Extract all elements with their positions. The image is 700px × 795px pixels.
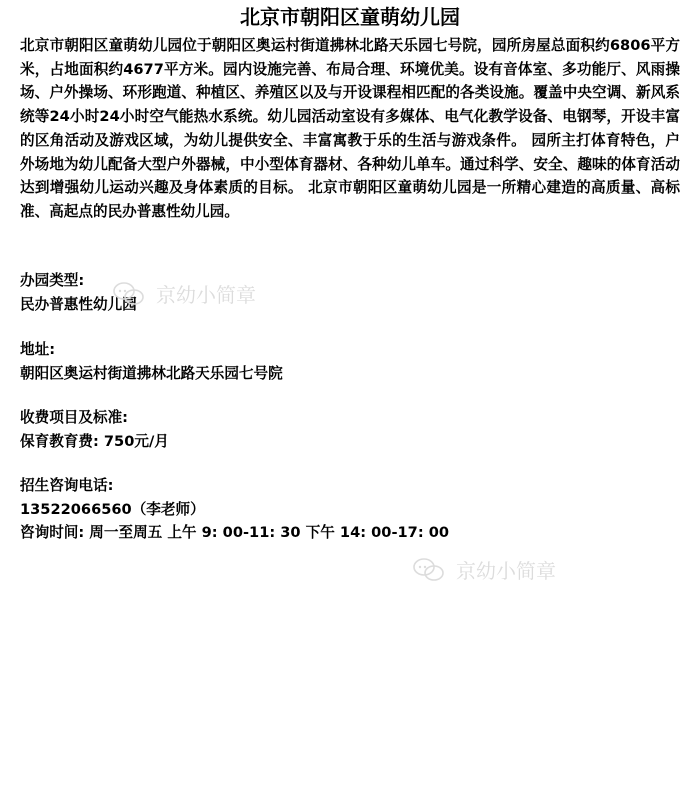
kindergarten-type-value: 民办普惠性幼儿园: [20, 295, 137, 313]
address-value: 朝阳区奥运村街道拂林北路天乐园七号院: [20, 364, 283, 382]
contact-phone: 13522066560（李老师）: [20, 500, 205, 518]
fee-section: [20, 406, 680, 453]
watermark-text: 京幼小简章: [456, 559, 556, 583]
fee-label: 收费项目及标准:: [20, 409, 128, 426]
intro-paragraph: 北京市朝阳区童萌幼儿园位于朝阳区奥运村街道拂林北路天乐园七号院，园所房屋总面积约6806平方米，占地面积约4677平方米。园内设施完善、布局合理、环境优美。设有音体室、多功能厅、风雨操场、户外操场、环形跑道、种植区、养殖区以及与开设课程相匹配的各类设施。覆盖中央空调、新风系统等24小时24小时空气能热水系统。幼儿园活动室设有多媒体、电气化教学设备、电钢琴，开设丰富的区角活动及游戏区域，为幼儿提供安全、丰富寓教于乐的生活与游戏条件。 园所主打体育特色，户外场地为幼儿配备大型户外器械，中小型体育器材、各种幼儿单车。通过科学、安全、趣味的体育活动达到增强幼儿运动兴趣及身体素质的目标。 北京市朝阳区童萌幼儿园是一所精心建造的高质量、高标准、高起点的民办普惠性幼儿园。: [20, 37, 680, 220]
contact-label: 招生咨询电话:: [20, 477, 114, 494]
page-title: 北京市朝阳区童萌幼儿园: [240, 5, 460, 29]
chat-bubbles-icon: [112, 281, 146, 307]
watermark: [112, 279, 256, 308]
contact-hours: 咨询时间: 周一至周五 上午 9: 00-11: 30 下午 14: 00-17: 00: [20, 524, 450, 542]
address-section: [20, 338, 680, 385]
fee-value: 保育教育费: 750元/月: [20, 432, 169, 450]
address-label: 地址:: [20, 341, 56, 358]
watermark-text: 京幼小简章: [156, 283, 256, 307]
chat-bubbles-icon: [412, 557, 446, 583]
contact-section: [20, 474, 680, 545]
watermark: [412, 555, 556, 584]
kindergarten-type-label: 办园类型:: [20, 272, 85, 289]
